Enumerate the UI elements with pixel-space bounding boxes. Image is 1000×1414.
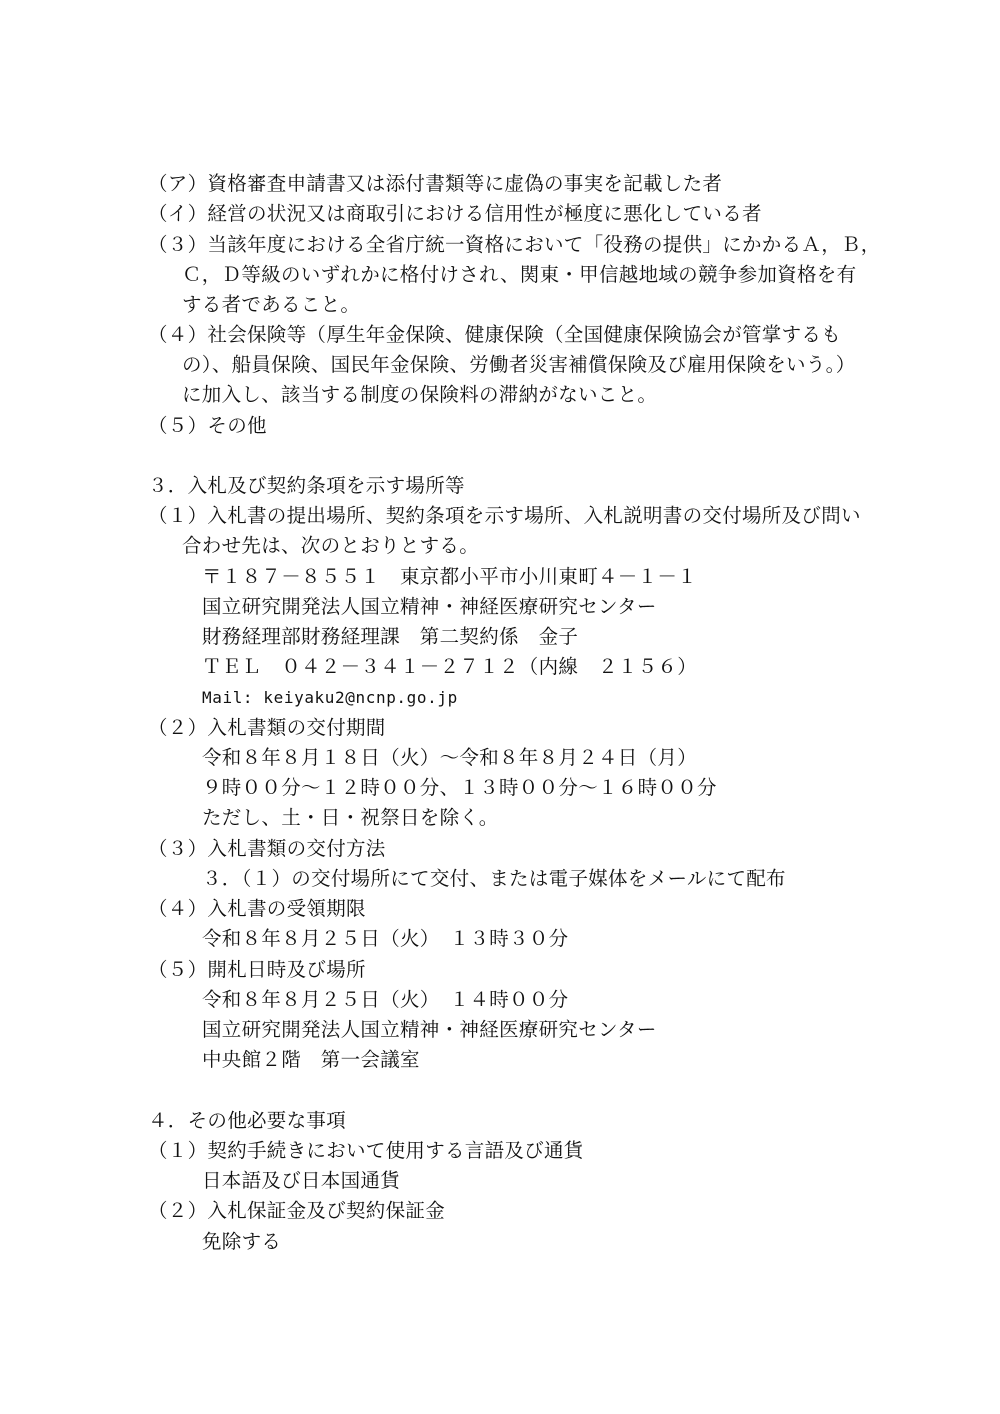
disqualification-item-a: （ア）資格審査申請書又は添付書類等に虚偽の事実を記載した者 (148, 172, 723, 195)
email-address: Mail: keiyaku2@ncnp.go.jp (202, 688, 458, 707)
distribution-period-note: ただし、土・日・祝祭日を除く。 (202, 806, 499, 829)
requirement-4-line-2: の）、船員保険、国民年金保険、労働者災害補償保険及び雇用保険をいう。） (182, 353, 856, 376)
distribution-period-dates: 令和８年８月１８日（火）～令和８年８月２４日（月） (202, 746, 698, 769)
section-4-item-2: （２）入札保証金及び契約保証金 (148, 1199, 446, 1222)
department-contact: 財務経理部財務経理課 第二契約係 金子 (202, 625, 579, 648)
section-3-item-5: （５）開札日時及び場所 (148, 958, 366, 981)
bid-deadline: 令和８年８月２５日（火） １３時３０分 (202, 927, 569, 950)
requirement-3-line-1: （３）当該年度における全省庁統一資格において「役務の提供」にかかるＡ，Ｂ， (148, 233, 881, 256)
requirement-3-line-3: する者であること。 (182, 293, 361, 316)
postal-address: 〒１８７－８５５１ 東京都小平市小川東町４－１－１ (202, 565, 698, 588)
section-3-item-4: （４）入札書の受領期限 (148, 897, 366, 920)
section-4-item-1: （１）契約手続きにおいて使用する言語及び通貨 (148, 1139, 584, 1162)
telephone: ＴＥＬ ０４２－３４１－２７１２（内線 ２１５６） (202, 655, 698, 678)
section-3-item-1-line-2: 合わせ先は、次のとおりとする。 (182, 534, 480, 557)
section-3-item-1-line-1: （１）入札書の提出場所、契約条項を示す場所、入札説明書の交付場所及び問い (148, 504, 861, 527)
organization-name: 国立研究開発法人国立精神・神経医療研究センター (202, 595, 657, 618)
disqualification-item-i: （イ）経営の状況又は商取引における信用性が極度に悪化している者 (148, 202, 762, 225)
distribution-period-hours: ９時００分～１２時００分、１３時００分～１６時００分 (202, 776, 717, 799)
requirement-3-line-2: Ｃ，Ｄ等級のいずれかに格付けされ、関東・甲信越地域の競争参加資格を有 (182, 263, 857, 286)
distribution-method: ３．（１）の交付場所にて交付、または電子媒体をメールにて配布 (202, 867, 786, 890)
requirement-4-line-1: （４）社会保険等（厚生年金保険、健康保険（全国健康保険協会が管掌するも (148, 323, 842, 346)
section-3-item-3: （３）入札書類の交付方法 (148, 837, 386, 860)
language-currency: 日本語及び日本国通貨 (202, 1169, 401, 1192)
opening-datetime: 令和８年８月２５日（火） １４時００分 (202, 988, 569, 1011)
section-4-heading: ４．その他必要な事項 (148, 1109, 347, 1132)
requirement-4-line-3: に加入し、該当する制度の保険料の滞納がないこと。 (182, 383, 658, 406)
requirement-5: （５）その他 (148, 414, 267, 437)
section-3-heading: ３．入札及び契約条項を示す場所等 (148, 474, 465, 497)
guarantee-exemption: 免除する (202, 1230, 282, 1253)
opening-room: 中央館２階 第一会議室 (202, 1048, 420, 1071)
opening-organization: 国立研究開発法人国立精神・神経医療研究センター (202, 1018, 657, 1041)
section-3-item-2: （２）入札書類の交付期間 (148, 716, 386, 739)
